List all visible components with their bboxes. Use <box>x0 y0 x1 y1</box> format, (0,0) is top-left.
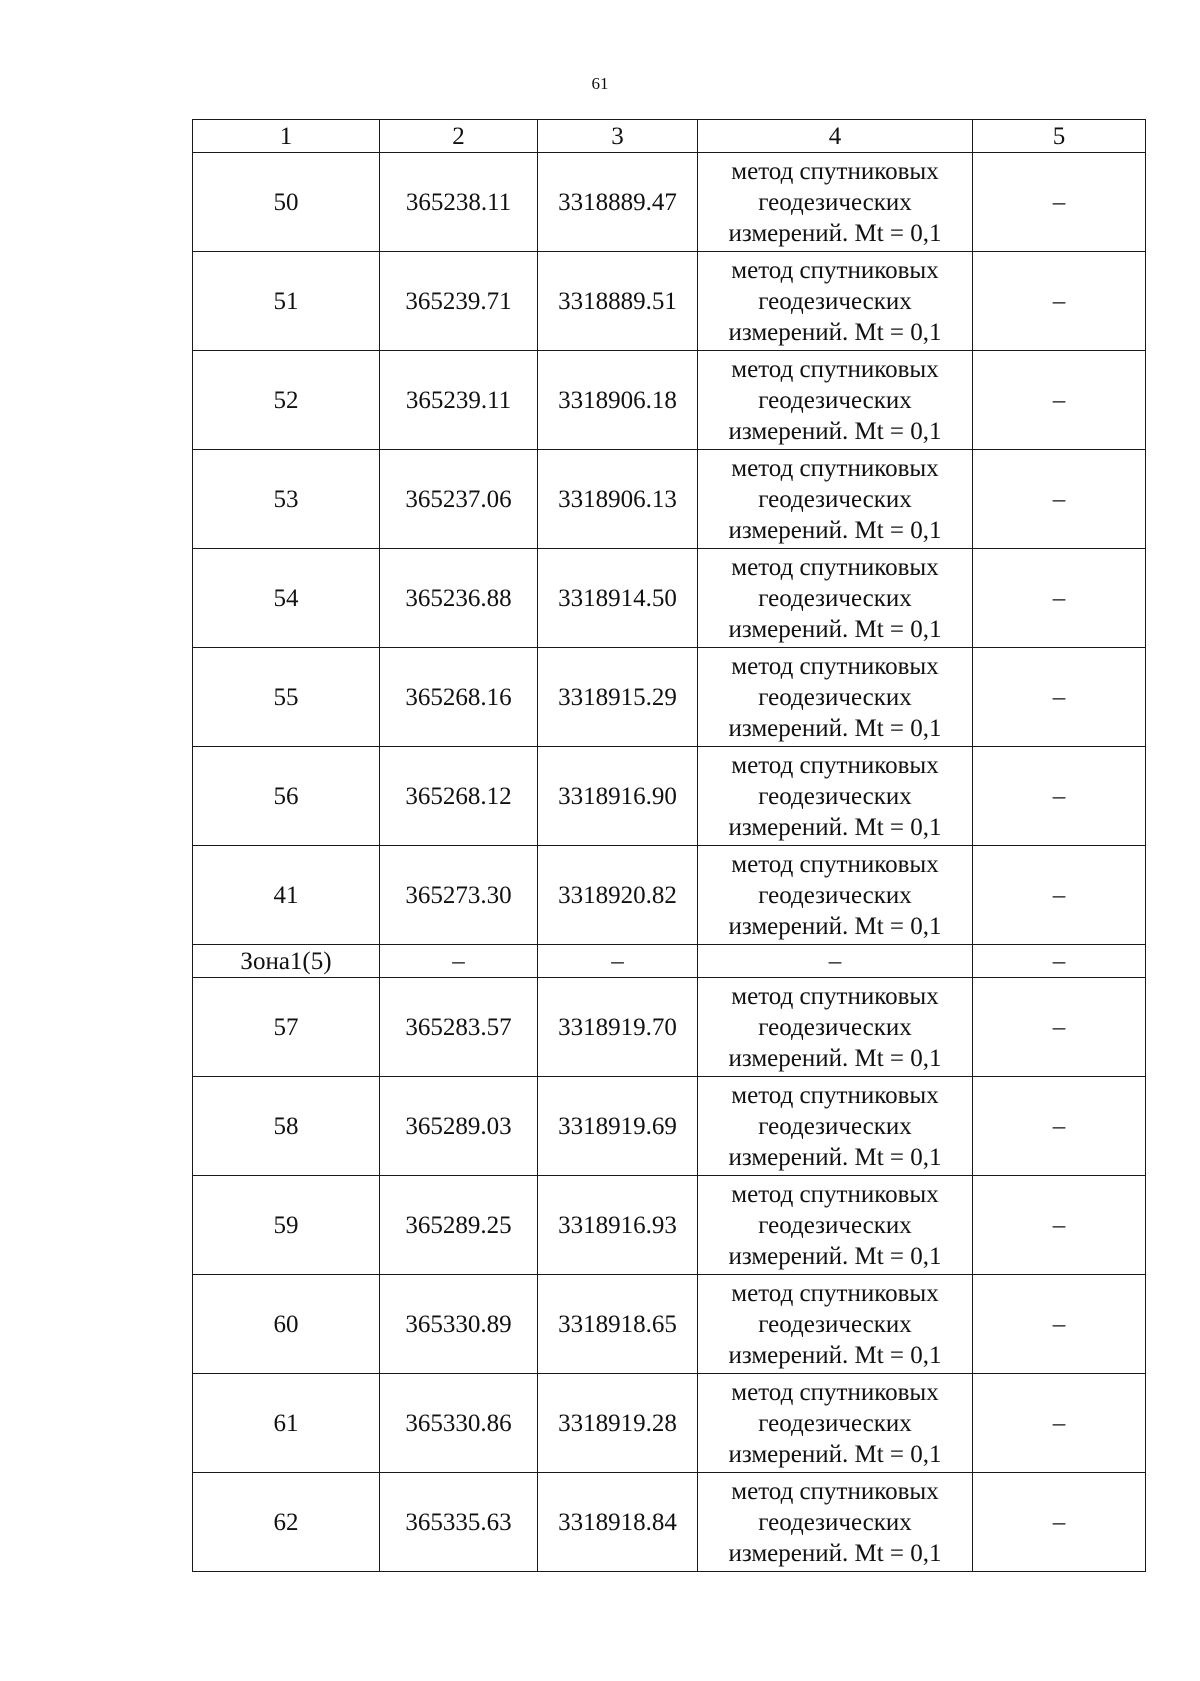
note-cell: – <box>973 1473 1146 1572</box>
method-text: метод спутниковых геодезических измерений. Mt = 0,1 <box>728 850 942 940</box>
table-row <box>193 450 1146 549</box>
point-number-cell: 62 <box>193 1473 380 1572</box>
method-cell <box>698 1275 973 1374</box>
point-number-cell: 60 <box>193 1275 380 1374</box>
table-row <box>193 549 1146 648</box>
note-cell: – <box>973 945 1146 978</box>
y-coordinate-cell: 3318916.90 <box>538 747 698 846</box>
method-cell <box>698 351 973 450</box>
point-number-cell: Зона1(5) <box>193 945 380 978</box>
y-coordinate-cell: 3318914.50 <box>538 549 698 648</box>
note-cell: – <box>973 252 1146 351</box>
note-cell: – <box>973 1176 1146 1275</box>
y-coordinate-cell: 3318906.18 <box>538 351 698 450</box>
x-coordinate-cell: 365289.25 <box>380 1176 538 1275</box>
header-col-3: 3 <box>538 120 698 153</box>
x-coordinate-cell: 365238.11 <box>380 153 538 252</box>
table-body <box>193 153 1146 1572</box>
header-col-1: 1 <box>193 120 380 153</box>
method-text: метод спутниковых геодезических измерений. Mt = 0,1 <box>728 982 942 1072</box>
method-cell <box>698 648 973 747</box>
point-number-cell: 53 <box>193 450 380 549</box>
method-cell: – <box>698 945 973 978</box>
header-col-2: 2 <box>380 120 538 153</box>
method-text: метод спутниковых геодезических измерений. Mt = 0,1 <box>728 553 942 643</box>
method-cell <box>698 450 973 549</box>
y-coordinate-cell: 3318916.93 <box>538 1176 698 1275</box>
note-cell: – <box>973 978 1146 1077</box>
table-row <box>193 747 1146 846</box>
y-coordinate-cell: 3318920.82 <box>538 846 698 945</box>
point-number-cell: 51 <box>193 252 380 351</box>
x-coordinate-cell: 365237.06 <box>380 450 538 549</box>
method-text: метод спутниковых геодезических измерений. Mt = 0,1 <box>728 751 942 841</box>
table-row <box>193 1077 1146 1176</box>
point-number-cell: 58 <box>193 1077 380 1176</box>
x-coordinate-cell: 365239.11 <box>380 351 538 450</box>
note-cell: – <box>973 1275 1146 1374</box>
x-coordinate-cell: – <box>380 945 538 978</box>
note-cell: – <box>973 153 1146 252</box>
x-coordinate-cell: 365273.30 <box>380 846 538 945</box>
method-text: метод спутниковых геодезических измерений. Mt = 0,1 <box>728 157 942 247</box>
point-number-cell: 41 <box>193 846 380 945</box>
header-row <box>193 120 1146 153</box>
page-number: 61 <box>591 74 609 93</box>
y-coordinate-cell: 3318918.65 <box>538 1275 698 1374</box>
y-coordinate-cell: – <box>538 945 698 978</box>
x-coordinate-cell: 365236.88 <box>380 549 538 648</box>
table-row <box>193 351 1146 450</box>
point-number-cell: 55 <box>193 648 380 747</box>
point-number-cell: 59 <box>193 1176 380 1275</box>
point-number-cell: 61 <box>193 1374 380 1473</box>
method-cell <box>698 846 973 945</box>
x-coordinate-cell: 365330.86 <box>380 1374 538 1473</box>
point-number-cell: 50 <box>193 153 380 252</box>
x-coordinate-cell: 365289.03 <box>380 1077 538 1176</box>
point-number-cell: 56 <box>193 747 380 846</box>
y-coordinate-cell: 3318889.47 <box>538 153 698 252</box>
x-coordinate-cell: 365239.71 <box>380 252 538 351</box>
x-coordinate-cell: 365268.16 <box>380 648 538 747</box>
method-cell <box>698 747 973 846</box>
note-cell: – <box>973 1077 1146 1176</box>
method-cell <box>698 153 973 252</box>
method-text: метод спутниковых геодезических измерений. Mt = 0,1 <box>728 1477 942 1567</box>
table-row <box>193 1374 1146 1473</box>
point-number-cell: 57 <box>193 978 380 1077</box>
note-cell: – <box>973 747 1146 846</box>
header-col-5: 5 <box>973 120 1146 153</box>
note-cell: – <box>973 648 1146 747</box>
x-coordinate-cell: 365283.57 <box>380 978 538 1077</box>
x-coordinate-cell: 365268.12 <box>380 747 538 846</box>
table-row <box>193 1176 1146 1275</box>
table-row <box>193 252 1146 351</box>
table-row <box>193 1275 1146 1374</box>
method-text: метод спутниковых геодезических измерений. Mt = 0,1 <box>728 1180 942 1270</box>
method-cell <box>698 1077 973 1176</box>
method-cell <box>698 252 973 351</box>
x-coordinate-cell: 365330.89 <box>380 1275 538 1374</box>
method-text: метод спутниковых геодезических измерений. Mt = 0,1 <box>728 1279 942 1369</box>
note-cell: – <box>973 846 1146 945</box>
header-col-4: 4 <box>698 120 973 153</box>
method-text: метод спутниковых геодезических измерений. Mt = 0,1 <box>728 256 942 346</box>
table-row <box>193 846 1146 945</box>
method-text: метод спутниковых геодезических измерений. Mt = 0,1 <box>728 355 942 445</box>
y-coordinate-cell: 3318919.28 <box>538 1374 698 1473</box>
method-text: метод спутниковых геодезических измерений. Mt = 0,1 <box>728 1378 942 1468</box>
method-cell <box>698 1473 973 1572</box>
note-cell: – <box>973 1374 1146 1473</box>
zone-row <box>193 945 1146 978</box>
method-cell <box>698 1176 973 1275</box>
y-coordinate-cell: 3318915.29 <box>538 648 698 747</box>
point-number-cell: 52 <box>193 351 380 450</box>
note-cell: – <box>973 549 1146 648</box>
method-text: метод спутниковых геодезических измерений. Mt = 0,1 <box>728 1081 942 1171</box>
table-row <box>193 1473 1146 1572</box>
y-coordinate-cell: 3318919.70 <box>538 978 698 1077</box>
method-cell <box>698 978 973 1077</box>
point-number-cell: 54 <box>193 549 380 648</box>
y-coordinate-cell: 3318918.84 <box>538 1473 698 1572</box>
method-cell <box>698 549 973 648</box>
method-cell <box>698 1374 973 1473</box>
note-cell: – <box>973 450 1146 549</box>
coordinates-table <box>192 119 1146 1572</box>
table-row <box>193 978 1146 1077</box>
y-coordinate-cell: 3318889.51 <box>538 252 698 351</box>
table-header <box>193 120 1146 153</box>
y-coordinate-cell: 3318906.13 <box>538 450 698 549</box>
note-cell: – <box>973 351 1146 450</box>
method-text: метод спутниковых геодезических измерений. Mt = 0,1 <box>728 652 942 742</box>
x-coordinate-cell: 365335.63 <box>380 1473 538 1572</box>
table-row <box>193 648 1146 747</box>
table-row <box>193 153 1146 252</box>
method-text: метод спутниковых геодезических измерений. Mt = 0,1 <box>728 454 942 544</box>
y-coordinate-cell: 3318919.69 <box>538 1077 698 1176</box>
